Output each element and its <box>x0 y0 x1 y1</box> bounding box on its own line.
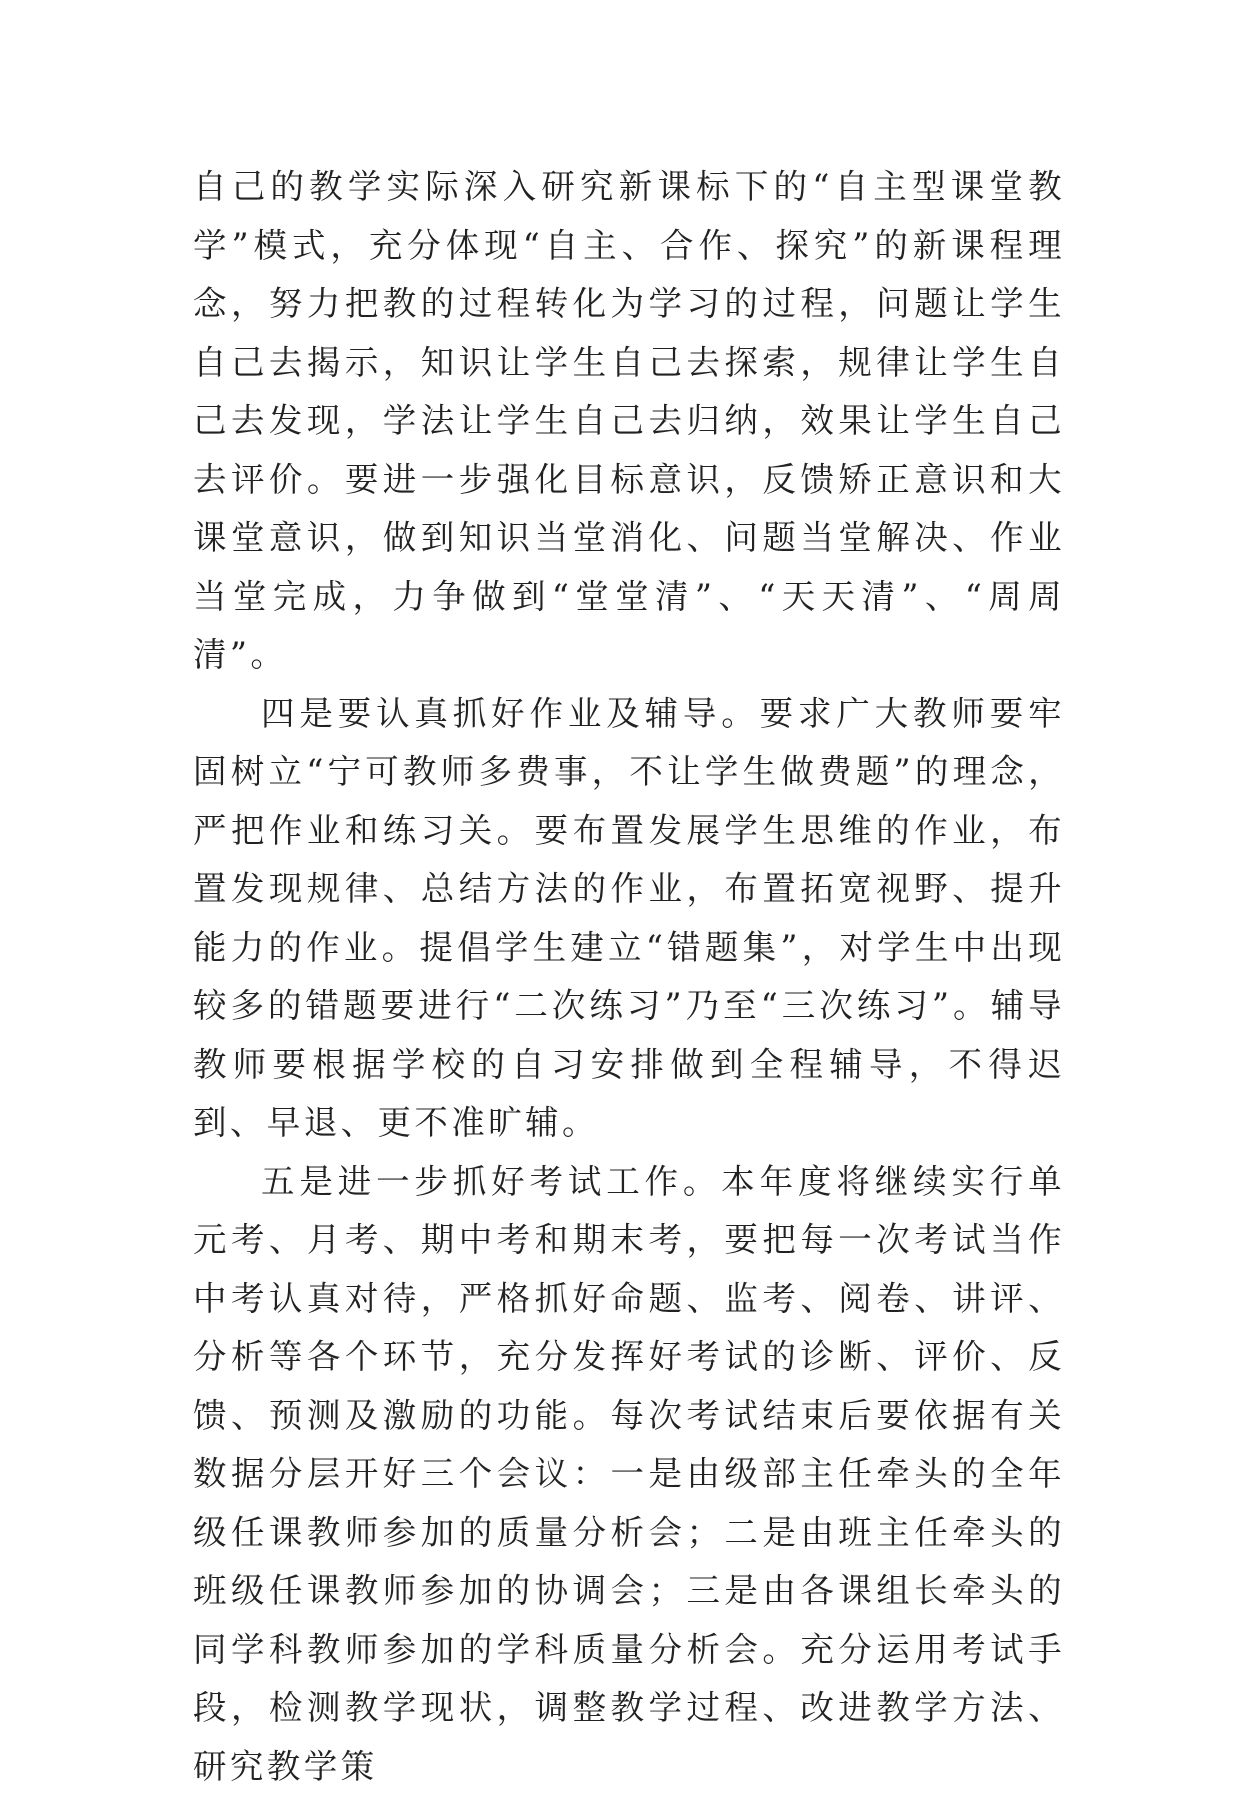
document-body <box>193 158 1065 1796</box>
paragraph-homework-guidance: 四是要认真抓好作业及辅导。要求广大教师要牢固树立“宁可教师多费事，不让学生做费题”的理念，严把作业和练习关。要布置发展学生思维的作业，布置发现规律、总结方法的作业，布置拓宽视野、提升能力的作业。提倡学生建立“错题集”，对学生中出现较多的错题要进行“二次练习”乃至“三次练习”。辅导教师要根据学校的自习安排做到全程辅导，不得迟到、早退、更不准旷辅。 <box>193 685 1065 1153</box>
paragraph-continuation: 自己的教学实际深入研究新课标下的“自主型课堂教学”模式，充分体现“自主、合作、探究”的新课程理念，努力把教的过程转化为学习的过程，问题让学生自己去揭示，知识让学生自己去探索，规律让学生自己去发现，学法让学生自己去归纳，效果让学生自己去评价。要进一步强化目标意识，反馈矫正意识和大课堂意识，做到知识当堂消化、问题当堂解决、作业当堂完成，力争做到“堂堂清”、“天天清”、“周周清”。 <box>193 158 1065 685</box>
paragraph-exam-work: 五是进一步抓好考试工作。本年度将继续实行单元考、月考、期中考和期末考，要把每一次考试当作中考认真对待，严格抓好命题、监考、阅卷、讲评、分析等各个环节，充分发挥好考试的诊断、评价、反馈、预测及激励的功能。每次考试结束后要依据有关数据分层开好三个会议：一是由级部主任牵头的全年级任课教师参加的质量分析会；二是由班主任牵头的班级任课教师参加的协调会；三是由各课组长牵头的同学科教师参加的学科质量分析会。充分运用考试手段，检测教学现状，调整教学过程、改进教学方法、研究教学策 <box>193 1153 1065 1796</box>
